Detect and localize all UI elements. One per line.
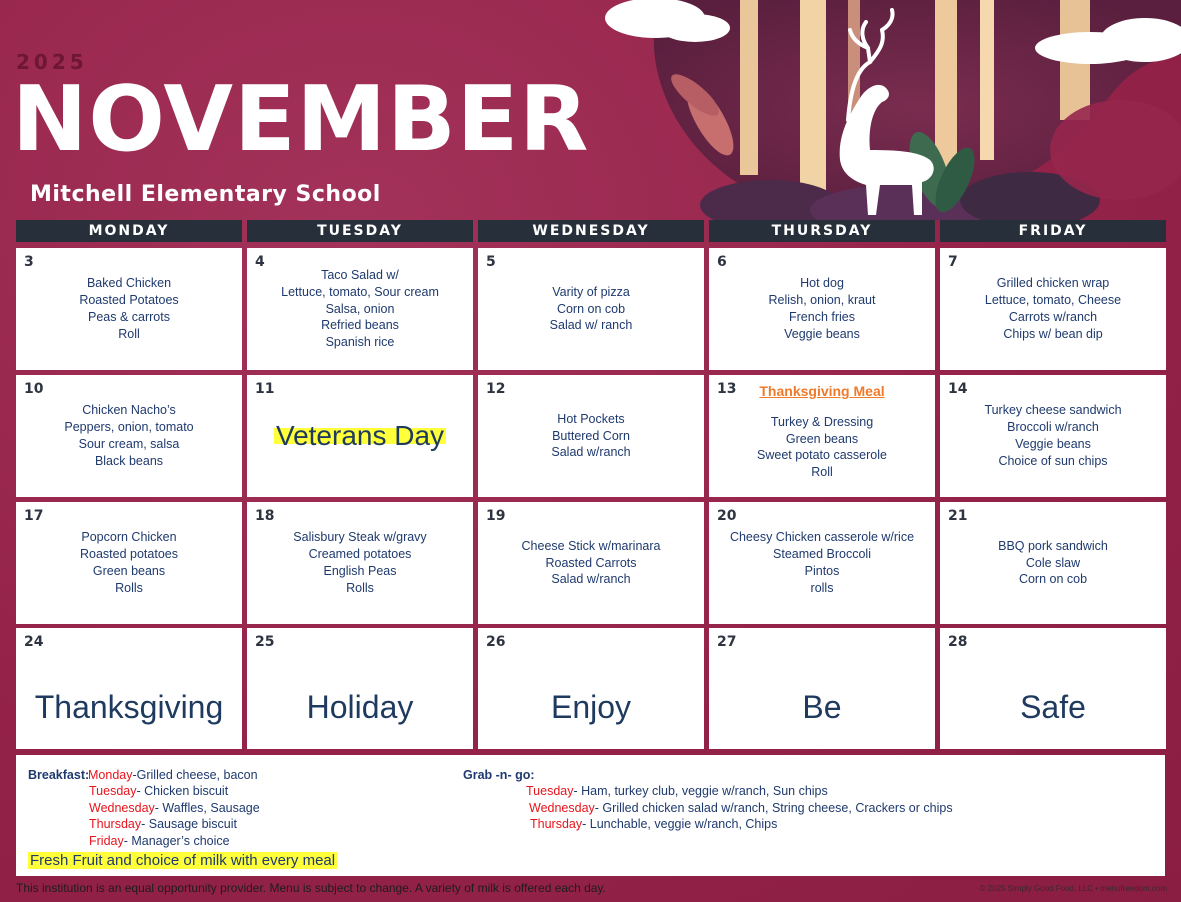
meal-info-panel: [16, 755, 1165, 876]
day-number: 26: [486, 634, 506, 650]
menu-item: Turkey & Dressing: [770, 414, 874, 429]
day-number: 12: [486, 381, 506, 397]
grab-n-go-row: Thursday- Lunchable, veggie w/ranch, Chips: [530, 817, 778, 831]
day-number: 17: [24, 508, 44, 524]
breakfast-row: Tuesday- Chicken biscuit: [89, 784, 229, 798]
menu-item: Hot dog: [800, 276, 844, 291]
menu-item: Buttered Corn: [552, 428, 630, 443]
menu-item: Peas & carrots: [88, 310, 170, 324]
menu-item: Hot Pockets: [557, 411, 625, 426]
menu-item: Cole slaw: [1025, 555, 1081, 570]
menu-item: Popcorn Chicken: [81, 530, 177, 545]
menu-item: Salad w/ranch: [551, 445, 631, 460]
day-number: 5: [486, 254, 496, 270]
day-number: 14: [948, 381, 968, 397]
day-cell: [709, 502, 935, 624]
menu-item: Rolls: [115, 580, 143, 595]
day-cell: [709, 248, 935, 370]
menu-item: Sour cream, salsa: [78, 437, 180, 451]
menu-item: Spanish rice: [325, 335, 395, 350]
menu-item: Roasted Potatoes: [79, 293, 179, 308]
day-header-thursday: THURSDAY: [709, 220, 935, 242]
day-number: 27: [717, 634, 737, 650]
day-number: 24: [24, 634, 44, 650]
fresh-fruit-note: Fresh Fruit and choice of milk with every meal: [30, 852, 336, 869]
day-number: 25: [255, 634, 275, 650]
menu-item: Roasted Carrots: [545, 555, 637, 570]
day-number: 6: [717, 254, 727, 270]
menu-items: [709, 375, 935, 497]
menu-item: rolls: [810, 580, 834, 595]
menu-item: Turkey cheese sandwich: [984, 403, 1122, 418]
menu-item: Roasted potatoes: [80, 547, 178, 562]
menu-item: Lettuce, tomato, Sour cream: [281, 284, 439, 299]
menu-item: Salsa, onion: [325, 301, 395, 316]
day-cell: [16, 628, 242, 749]
calendar-month: NOVEMBER: [12, 67, 590, 172]
menu-item: Rolls: [346, 580, 374, 595]
day-header-tuesday: TUESDAY: [247, 220, 473, 242]
menu-item: Taco Salad w/: [321, 268, 399, 282]
holiday-word: Safe: [1020, 689, 1086, 725]
menu-item: Salad w/ranch: [551, 572, 631, 587]
menu-item: Salad w/ ranch: [549, 318, 633, 333]
day-number: 18: [255, 508, 275, 524]
day-cell: [247, 248, 473, 370]
menu-item: Salisbury Steak w/gravy: [293, 530, 427, 545]
menu-item: Relish, onion, kraut: [768, 293, 876, 308]
day-cell: [478, 628, 704, 749]
calendar-year: 2025: [16, 50, 88, 74]
menu-item: Green beans: [785, 431, 859, 446]
holiday-word: Enjoy: [550, 689, 632, 725]
grab-n-go-label: Grab -n- go:: [463, 768, 535, 782]
menu-item: Grilled chicken wrap: [996, 276, 1110, 291]
menu-item: French fries: [789, 310, 855, 324]
menu-item: Sweet potato casserole: [757, 448, 887, 463]
menu-item: Chicken Nacho’s: [82, 403, 176, 418]
day-cell: [709, 375, 935, 497]
menu-item: Cheesy Chicken casserole w/rice: [729, 530, 915, 545]
day-number: 11: [255, 381, 275, 397]
breakfast-row: Wednesday- Waffles, Sausage: [89, 801, 260, 815]
menu-item: Black beans: [94, 453, 164, 468]
menu-item: English Peas: [323, 564, 397, 578]
day-number: 10: [24, 381, 44, 397]
menu-item: Creamed potatoes: [308, 547, 412, 562]
school-name: Mitchell Elementary School: [30, 182, 381, 207]
day-number: 4: [255, 254, 265, 270]
footer-disclaimer: This institution is an equal opportunity provider. Menu is subject to change. A variety of milk is offered each day.: [16, 881, 606, 895]
menu-items: [16, 375, 242, 497]
day-cell: [478, 502, 704, 624]
menu-items: [940, 248, 1166, 370]
menu-item: Veggie beans: [784, 326, 860, 341]
day-number: 13: [717, 381, 737, 397]
menu-item: BBQ pork sandwich: [998, 538, 1108, 553]
menu-item: Carrots w/ranch: [1008, 310, 1098, 324]
veterans-day-label: Veterans Day: [275, 419, 445, 451]
menu-item: Corn on cob: [1018, 572, 1088, 587]
menu-item: Green beans: [92, 564, 166, 578]
day-number: 21: [948, 508, 968, 524]
menu-items: [247, 248, 473, 370]
tree-trunk-icon: [740, 0, 758, 175]
menu-item: Steamed Broccoli: [773, 547, 871, 562]
day-cell: [478, 248, 704, 370]
menu-items: [16, 502, 242, 624]
holiday-word: Thanksgiving: [34, 689, 224, 725]
day-cell: [247, 502, 473, 624]
day-cell: [247, 628, 473, 749]
day-number: 3: [24, 254, 34, 270]
menu-items: [709, 502, 935, 624]
menu-item: Veggie beans: [1015, 437, 1091, 451]
day-cell: [940, 375, 1166, 497]
menu-item: Roll: [811, 465, 833, 480]
menu-item: Roll: [118, 326, 140, 341]
menu-items: [709, 248, 935, 370]
day-cell: [940, 628, 1166, 749]
menu-items: [16, 248, 242, 370]
grab-n-go-row: Wednesday- Grilled chicken salad w/ranch, String cheese, Crackers or chips: [529, 801, 953, 815]
day-cell: [709, 628, 935, 749]
breakfast-row: Friday- Manager’s choice: [89, 834, 230, 848]
day-header-friday: FRIDAY: [940, 220, 1166, 242]
day-number: 19: [486, 508, 506, 524]
menu-item: Choice of sun chips: [998, 453, 1108, 468]
menu-items: [247, 375, 473, 497]
deer-illustration: [600, 0, 1181, 220]
day-cell: [940, 248, 1166, 370]
menu-item: Refried beans: [321, 318, 399, 333]
menu-items: [478, 502, 704, 624]
menu-item: Broccoli w/ranch: [1007, 420, 1099, 435]
day-cell: [247, 375, 473, 497]
day-number: 20: [717, 508, 737, 524]
day-number: 28: [948, 634, 968, 650]
menu-items: [478, 248, 704, 370]
menu-items: [247, 502, 473, 624]
day-cell: [940, 502, 1166, 624]
menu-item: Chips w/ bean dip: [1003, 326, 1103, 341]
menu-item: Varity of pizza: [552, 284, 630, 299]
footer-credit: © 2025 Simply Good Food, LLC • menufreedom.com: [979, 884, 1167, 893]
day-cell: [16, 248, 242, 370]
breakfast-row: Thursday- Sausage biscuit: [89, 817, 237, 831]
menu-items: [940, 502, 1166, 624]
day-header-monday: MONDAY: [16, 220, 242, 242]
menu-item: Baked Chicken: [86, 276, 172, 291]
day-cell: [16, 502, 242, 624]
breakfast-label: Breakfast:: [28, 768, 90, 782]
menu-item: Cheese Stick w/marinara: [521, 538, 661, 553]
menu-item: Peppers, onion, tomato: [64, 420, 194, 435]
menu-item: Lettuce, tomato, Cheese: [984, 293, 1122, 308]
day-number: 7: [948, 254, 958, 270]
breakfast-row: Monday-Grilled cheese, bacon: [88, 768, 258, 782]
day-cell: [16, 375, 242, 497]
menu-items: [940, 375, 1166, 497]
holiday-word: Holiday: [306, 689, 414, 725]
grab-n-go-row: Tuesday- Ham, turkey club, veggie w/ranch, Sun chips: [526, 784, 828, 798]
day-cell: [478, 375, 704, 497]
menu-item: Pintos: [804, 564, 840, 578]
day-header-wednesday: WEDNESDAY: [478, 220, 704, 242]
menu-item: Corn on cob: [556, 301, 626, 316]
holiday-word: Be: [802, 689, 842, 725]
thanksgiving-meal-title: Thanksgiving Meal: [759, 383, 885, 399]
menu-items: [478, 375, 704, 497]
